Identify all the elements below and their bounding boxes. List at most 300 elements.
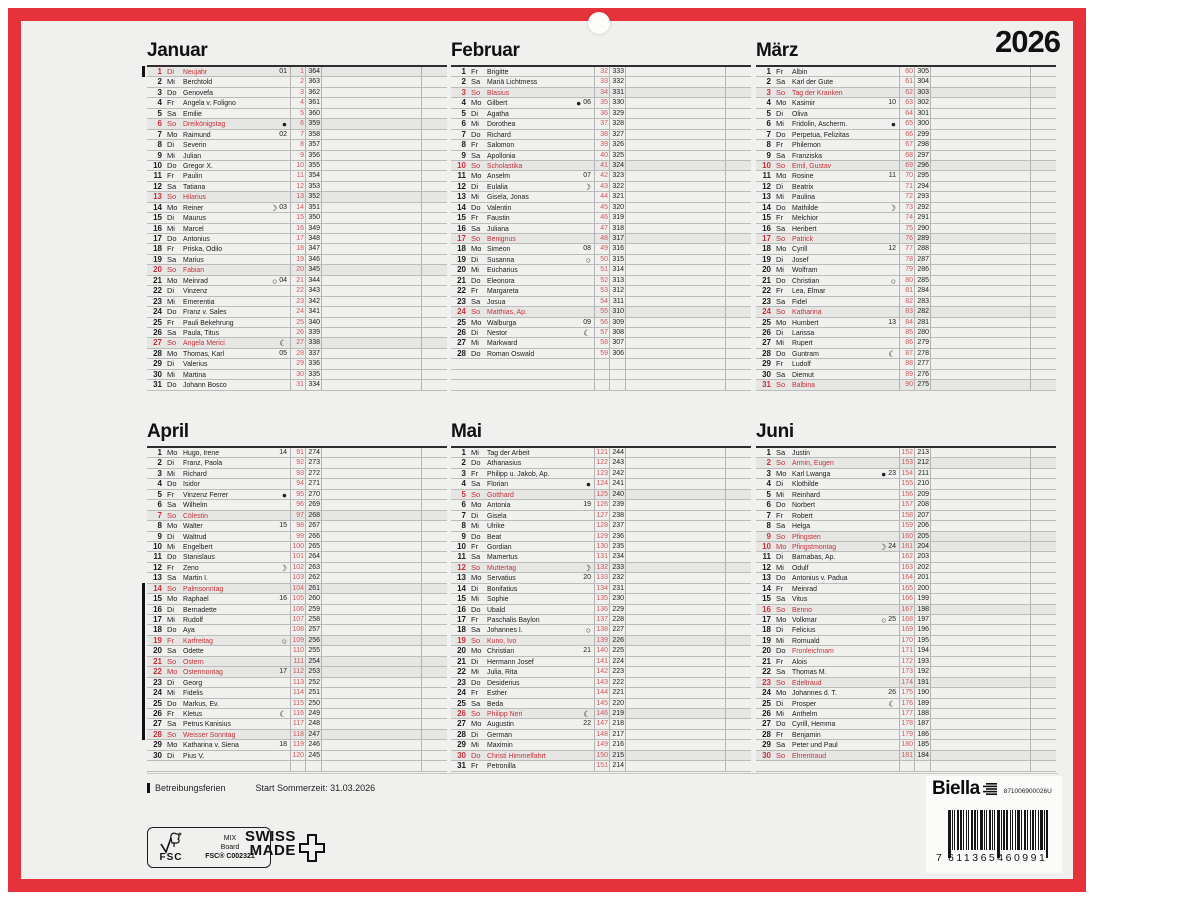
day-row bbox=[756, 182, 1056, 192]
day-number: 13 bbox=[762, 192, 771, 202]
moon-week-cell bbox=[873, 657, 899, 666]
day-row bbox=[147, 657, 447, 667]
notes-area bbox=[930, 469, 1056, 478]
day-number: 13 bbox=[762, 573, 771, 583]
moon-week-cell bbox=[568, 490, 594, 499]
moon-week-cell bbox=[264, 563, 290, 572]
day-number: 24 bbox=[762, 307, 771, 317]
name-day: Meinrad bbox=[183, 275, 208, 285]
day-row bbox=[756, 119, 1056, 129]
biella-lines-icon bbox=[983, 783, 997, 795]
name-day: Benjamin bbox=[792, 729, 821, 739]
swiss-line1: SWISS bbox=[245, 828, 296, 845]
day-number: 18 bbox=[153, 244, 162, 254]
day-row bbox=[147, 338, 447, 348]
day-of-year: 10 bbox=[290, 161, 305, 170]
day-row bbox=[756, 740, 1056, 750]
notes-area bbox=[930, 625, 1056, 634]
notes-area bbox=[321, 636, 447, 645]
notes-area bbox=[625, 161, 751, 170]
weekday: So bbox=[776, 531, 786, 541]
day-of-year: 33 bbox=[594, 77, 609, 86]
name-day: Ulrike bbox=[487, 521, 505, 531]
name-day: Hilarius bbox=[183, 192, 207, 202]
moon-week-cell bbox=[873, 234, 899, 243]
moon-week-cell bbox=[568, 192, 594, 201]
moon-week-cell bbox=[264, 667, 290, 676]
day-row bbox=[756, 458, 1056, 468]
day-number: 16 bbox=[153, 223, 162, 233]
day-row bbox=[451, 119, 751, 129]
weekday: Fr bbox=[471, 213, 479, 223]
days-remaining: 254 bbox=[305, 657, 321, 666]
day-row bbox=[756, 667, 1056, 677]
name-day: Karfreitag bbox=[183, 635, 213, 645]
days-remaining: 311 bbox=[609, 297, 625, 306]
day-of-year: 169 bbox=[899, 625, 914, 634]
day-row bbox=[451, 667, 751, 677]
day-of-year: 69 bbox=[899, 161, 914, 170]
day-row bbox=[756, 161, 1056, 171]
notes-area bbox=[625, 511, 751, 520]
weekday: Sa bbox=[471, 77, 481, 87]
day-row bbox=[147, 234, 447, 244]
day-row bbox=[756, 234, 1056, 244]
moon-week-cell bbox=[568, 338, 594, 347]
weekday: Mi bbox=[167, 369, 175, 379]
notes-area bbox=[321, 469, 447, 478]
weekday: So bbox=[776, 458, 786, 468]
moon-week-cell bbox=[873, 646, 899, 655]
day-number: 18 bbox=[762, 244, 771, 254]
day-number: 29 bbox=[762, 359, 771, 369]
name-day bbox=[487, 380, 562, 389]
day-number bbox=[147, 761, 162, 770]
moon-phase-icon: ○ bbox=[281, 635, 287, 646]
week-number: 10 bbox=[888, 99, 896, 107]
day-number: 12 bbox=[457, 181, 466, 191]
notes-area bbox=[321, 286, 447, 295]
moon-week-cell bbox=[264, 140, 290, 149]
week-number: 17 bbox=[279, 668, 287, 676]
days-remaining: 357 bbox=[305, 140, 321, 149]
weekday: Mi bbox=[776, 562, 784, 572]
day-of-year: 86 bbox=[899, 338, 914, 347]
name-day: Robert bbox=[792, 510, 813, 520]
moon-week-cell bbox=[873, 448, 899, 457]
notes-area bbox=[625, 699, 751, 708]
day-of-year: 11 bbox=[290, 171, 305, 180]
day-number: 8 bbox=[461, 521, 466, 531]
name-day: Thomas M. bbox=[792, 667, 827, 677]
notes-area bbox=[930, 67, 1056, 76]
moon-week-cell bbox=[873, 709, 899, 718]
day-row bbox=[147, 380, 447, 390]
day-number: 16 bbox=[457, 223, 466, 233]
day-number: 21 bbox=[457, 275, 466, 285]
moon-week-cell bbox=[568, 584, 594, 593]
moon-week-cell bbox=[873, 740, 899, 749]
days-remaining: 335 bbox=[305, 370, 321, 379]
day-of-year: 180 bbox=[899, 740, 914, 749]
weekday: Sa bbox=[776, 740, 786, 750]
notes-area bbox=[625, 297, 751, 306]
notes-area bbox=[625, 307, 751, 316]
month-table bbox=[147, 446, 447, 772]
day-row bbox=[147, 140, 447, 150]
moon-week-cell bbox=[264, 584, 290, 593]
day-of-year: 160 bbox=[899, 532, 914, 541]
day-number: 25 bbox=[153, 317, 162, 327]
day-row bbox=[147, 349, 447, 359]
day-number: 8 bbox=[157, 521, 162, 531]
notes-area bbox=[625, 67, 751, 76]
day-number: 28 bbox=[457, 348, 466, 358]
name-day: Johannes d. T. bbox=[792, 688, 837, 698]
weekday: Sa bbox=[167, 646, 177, 656]
day-row bbox=[451, 751, 751, 761]
notes-area bbox=[625, 688, 751, 697]
name-day: Paschalis Baylon bbox=[487, 615, 540, 624]
days-remaining: 351 bbox=[305, 203, 321, 212]
moon-week-cell bbox=[264, 678, 290, 687]
day-number: 4 bbox=[157, 479, 162, 489]
weekday: Mo bbox=[471, 646, 482, 656]
moon-week-cell bbox=[264, 370, 290, 379]
day-number: 31 bbox=[457, 761, 466, 771]
name-day: Walburga bbox=[487, 317, 517, 327]
moon-week-cell bbox=[568, 657, 594, 666]
weekday: Fr bbox=[776, 359, 784, 369]
notes-area bbox=[321, 318, 447, 327]
day-number: 10 bbox=[762, 160, 771, 170]
days-remaining: 195 bbox=[914, 636, 930, 645]
month-5 bbox=[451, 421, 751, 772]
day-of-year: 50 bbox=[594, 255, 609, 264]
day-of-year: 153 bbox=[899, 458, 914, 467]
weekday: Mo bbox=[776, 317, 787, 327]
weekday: So bbox=[167, 656, 177, 666]
day-number: 3 bbox=[461, 87, 466, 97]
month-4 bbox=[147, 421, 447, 772]
swiss-line2: MADE bbox=[249, 842, 296, 859]
day-of-year bbox=[594, 359, 609, 368]
day-of-year: 70 bbox=[899, 171, 914, 180]
weekday: Fr bbox=[776, 67, 784, 76]
day-of-year: 13 bbox=[290, 192, 305, 201]
day-row bbox=[451, 349, 751, 359]
fsc-cert-number: FSC® C002321 bbox=[205, 853, 255, 860]
weekday: Mo bbox=[776, 171, 787, 181]
weekday: Di bbox=[167, 677, 175, 687]
name-day: Balbina bbox=[792, 380, 816, 390]
day-row bbox=[756, 276, 1056, 286]
day-row bbox=[756, 328, 1056, 338]
days-remaining: 348 bbox=[305, 234, 321, 243]
weekday: Mi bbox=[167, 150, 175, 160]
weekday: Fr bbox=[167, 317, 175, 327]
days-remaining: 245 bbox=[305, 751, 321, 760]
weekday: Di bbox=[167, 213, 175, 223]
days-remaining: 358 bbox=[305, 130, 321, 139]
day-number: 27 bbox=[153, 338, 162, 348]
notes-area bbox=[625, 234, 751, 243]
moon-week-cell bbox=[568, 448, 594, 457]
day-number: 5 bbox=[766, 108, 771, 118]
moon-phase-icon: ☽ bbox=[878, 541, 887, 552]
day-row bbox=[451, 490, 751, 500]
notes-area bbox=[321, 646, 447, 655]
day-number: 24 bbox=[457, 307, 466, 317]
moon-week-cell bbox=[873, 276, 899, 285]
name-day: Armin, Eugen bbox=[792, 458, 834, 468]
day-of-year: 145 bbox=[594, 699, 609, 708]
day-of-year: 113 bbox=[290, 678, 305, 687]
day-of-year: 127 bbox=[594, 511, 609, 520]
day-row bbox=[451, 646, 751, 656]
day-of-year: 54 bbox=[594, 297, 609, 306]
day-of-year bbox=[594, 370, 609, 379]
day-of-year: 43 bbox=[594, 182, 609, 191]
day-number: 17 bbox=[762, 234, 771, 243]
week-number: 23 bbox=[888, 469, 896, 477]
name-day: Christian bbox=[487, 646, 515, 656]
name-day: Nestor bbox=[487, 327, 508, 337]
day-row bbox=[147, 751, 447, 761]
moon-week-cell bbox=[568, 380, 594, 389]
days-remaining: 332 bbox=[609, 77, 625, 86]
moon-week-cell bbox=[264, 119, 290, 128]
day-number: 9 bbox=[461, 150, 466, 160]
name-day: Hermann Josef bbox=[487, 656, 534, 666]
weekday: Mi bbox=[471, 265, 479, 275]
moon-week-cell bbox=[568, 151, 594, 160]
weekday: Do bbox=[167, 87, 177, 97]
notes-area bbox=[625, 594, 751, 603]
weekday: Sa bbox=[471, 150, 481, 160]
day-of-year: 31 bbox=[290, 380, 305, 389]
day-number: 27 bbox=[762, 719, 771, 729]
weekday: Di bbox=[471, 108, 479, 118]
day-number: 3 bbox=[766, 468, 771, 478]
day-row bbox=[147, 667, 447, 677]
days-remaining: 253 bbox=[305, 667, 321, 676]
day-number: 5 bbox=[157, 108, 162, 118]
day-of-year: 25 bbox=[290, 318, 305, 327]
moon-week-cell bbox=[264, 469, 290, 478]
day-of-year: 150 bbox=[594, 751, 609, 760]
day-of-year: 100 bbox=[290, 542, 305, 551]
weekday: So bbox=[776, 750, 786, 760]
days-remaining bbox=[609, 370, 625, 379]
days-remaining: 212 bbox=[914, 458, 930, 467]
weekday: Mo bbox=[776, 688, 787, 698]
footer-divider bbox=[147, 773, 1058, 774]
notes-area bbox=[321, 532, 447, 541]
notes-area bbox=[625, 500, 751, 509]
weekday: Do bbox=[776, 500, 786, 510]
notes-area bbox=[321, 657, 447, 666]
name-day: Roman Oswald bbox=[487, 348, 535, 358]
days-remaining: 306 bbox=[609, 349, 625, 358]
day-number: 26 bbox=[153, 327, 162, 337]
name-day: Priska, Odilo bbox=[183, 244, 223, 254]
day-number: 28 bbox=[457, 729, 466, 739]
day-of-year: 3 bbox=[290, 88, 305, 97]
swiss-made-logo bbox=[245, 830, 326, 864]
days-remaining: 250 bbox=[305, 699, 321, 708]
name-day: Richard bbox=[183, 468, 207, 478]
name-day: Georg bbox=[183, 677, 203, 687]
weekday: Mi bbox=[776, 119, 784, 129]
day-of-year: 2 bbox=[290, 77, 305, 86]
moon-week-cell bbox=[264, 730, 290, 739]
day-row bbox=[451, 511, 751, 521]
day-of-year: 18 bbox=[290, 244, 305, 253]
weekday: Mo bbox=[167, 348, 178, 358]
weekday: Mo bbox=[471, 171, 482, 181]
weekday: Do bbox=[471, 604, 481, 614]
days-remaining: 271 bbox=[305, 479, 321, 488]
day-number: 17 bbox=[457, 615, 466, 624]
name-day: Ehrentraud bbox=[792, 750, 827, 760]
notes-area bbox=[930, 192, 1056, 201]
name-day: Kletus bbox=[183, 708, 203, 718]
weekday: Mo bbox=[167, 448, 178, 457]
day-of-year: 26 bbox=[290, 328, 305, 337]
day-number: 16 bbox=[457, 604, 466, 614]
days-remaining: 316 bbox=[609, 244, 625, 253]
brand-label bbox=[926, 776, 1062, 873]
day-number: 9 bbox=[157, 531, 162, 541]
day-row bbox=[756, 584, 1056, 594]
week-number: 13 bbox=[888, 318, 896, 326]
days-remaining: 185 bbox=[914, 740, 930, 749]
day-row bbox=[756, 98, 1056, 108]
week-number: 19 bbox=[583, 501, 591, 509]
notes-area bbox=[930, 521, 1056, 530]
day-number: 9 bbox=[766, 150, 771, 160]
name-day: Eleonora bbox=[487, 275, 515, 285]
days-remaining: 347 bbox=[305, 244, 321, 253]
days-remaining: 330 bbox=[609, 98, 625, 107]
weekday: Mo bbox=[471, 244, 482, 254]
moon-week-cell bbox=[264, 349, 290, 358]
weekday: So bbox=[776, 87, 786, 97]
moon-week-cell bbox=[568, 161, 594, 170]
day-row bbox=[756, 380, 1056, 390]
day-row bbox=[147, 297, 447, 307]
month-3 bbox=[756, 40, 1056, 391]
day-of-year: 137 bbox=[594, 615, 609, 624]
days-remaining: 187 bbox=[914, 719, 930, 728]
days-remaining: 292 bbox=[914, 203, 930, 212]
days-remaining: 259 bbox=[305, 605, 321, 614]
notes-area bbox=[930, 740, 1056, 749]
name-day: Heribert bbox=[792, 223, 817, 233]
day-number: 25 bbox=[762, 698, 771, 708]
weekday: Di bbox=[167, 359, 175, 369]
day-row bbox=[756, 370, 1056, 380]
days-remaining: 290 bbox=[914, 224, 930, 233]
name-day: Kasimir bbox=[792, 98, 816, 108]
day-of-year: 30 bbox=[290, 370, 305, 379]
day-of-year: 154 bbox=[899, 469, 914, 478]
notes-area bbox=[930, 109, 1056, 118]
weekday: Fr bbox=[471, 615, 479, 624]
moon-week-cell bbox=[264, 448, 290, 457]
days-remaining: 352 bbox=[305, 192, 321, 201]
day-number: 30 bbox=[153, 369, 162, 379]
day-of-year: 157 bbox=[899, 500, 914, 509]
weekday: Do bbox=[776, 719, 786, 729]
day-row bbox=[756, 151, 1056, 161]
weekday: Mi bbox=[471, 594, 479, 604]
day-of-year bbox=[290, 761, 305, 770]
day-of-year: 89 bbox=[899, 370, 914, 379]
name-day: Philipp Neri bbox=[487, 708, 523, 718]
moon-week-cell bbox=[264, 490, 290, 499]
weekday: Di bbox=[776, 698, 784, 708]
moon-week-cell bbox=[264, 109, 290, 118]
day-number: 25 bbox=[457, 317, 466, 327]
notes-area bbox=[321, 265, 447, 274]
day-number: 19 bbox=[153, 254, 162, 264]
days-remaining: 310 bbox=[609, 307, 625, 316]
notes-area bbox=[321, 552, 447, 561]
day-row bbox=[147, 625, 447, 635]
day-of-year: 29 bbox=[290, 359, 305, 368]
weekday: Do bbox=[776, 573, 786, 583]
days-remaining: 325 bbox=[609, 151, 625, 160]
weekday: Mi bbox=[471, 338, 479, 348]
day-of-year: 68 bbox=[899, 151, 914, 160]
day-row bbox=[147, 359, 447, 369]
notes-area bbox=[930, 563, 1056, 572]
days-remaining: 216 bbox=[609, 740, 625, 749]
days-remaining: 312 bbox=[609, 286, 625, 295]
day-row bbox=[147, 532, 447, 542]
notes-area bbox=[930, 380, 1056, 389]
moon-week-cell bbox=[264, 224, 290, 233]
notes-area bbox=[321, 328, 447, 337]
moon-week-cell bbox=[568, 646, 594, 655]
notes-area bbox=[321, 297, 447, 306]
moon-week-cell bbox=[264, 328, 290, 337]
month-table bbox=[756, 446, 1056, 772]
name-day bbox=[487, 359, 562, 368]
moon-week-cell bbox=[264, 151, 290, 160]
day-of-year: 114 bbox=[290, 688, 305, 697]
moon-phase-icon: ☾ bbox=[279, 338, 287, 349]
days-remaining: 276 bbox=[914, 370, 930, 379]
week-number: 01 bbox=[279, 68, 287, 75]
moon-phase-icon: ☾ bbox=[888, 698, 896, 709]
name-day: Beda bbox=[487, 698, 504, 708]
day-row bbox=[451, 678, 751, 688]
day-of-year: 121 bbox=[594, 448, 609, 457]
name-day: Melchior bbox=[792, 213, 819, 223]
day-row bbox=[451, 255, 751, 265]
name-day: Antonia bbox=[487, 500, 511, 510]
day-row bbox=[147, 88, 447, 98]
notes-area bbox=[930, 699, 1056, 708]
name-day: Gisela, Jonas bbox=[487, 192, 529, 202]
day-number: 1 bbox=[766, 67, 771, 76]
day-row bbox=[451, 719, 751, 729]
day-number: 4 bbox=[157, 98, 162, 108]
day-number: 2 bbox=[157, 458, 162, 468]
